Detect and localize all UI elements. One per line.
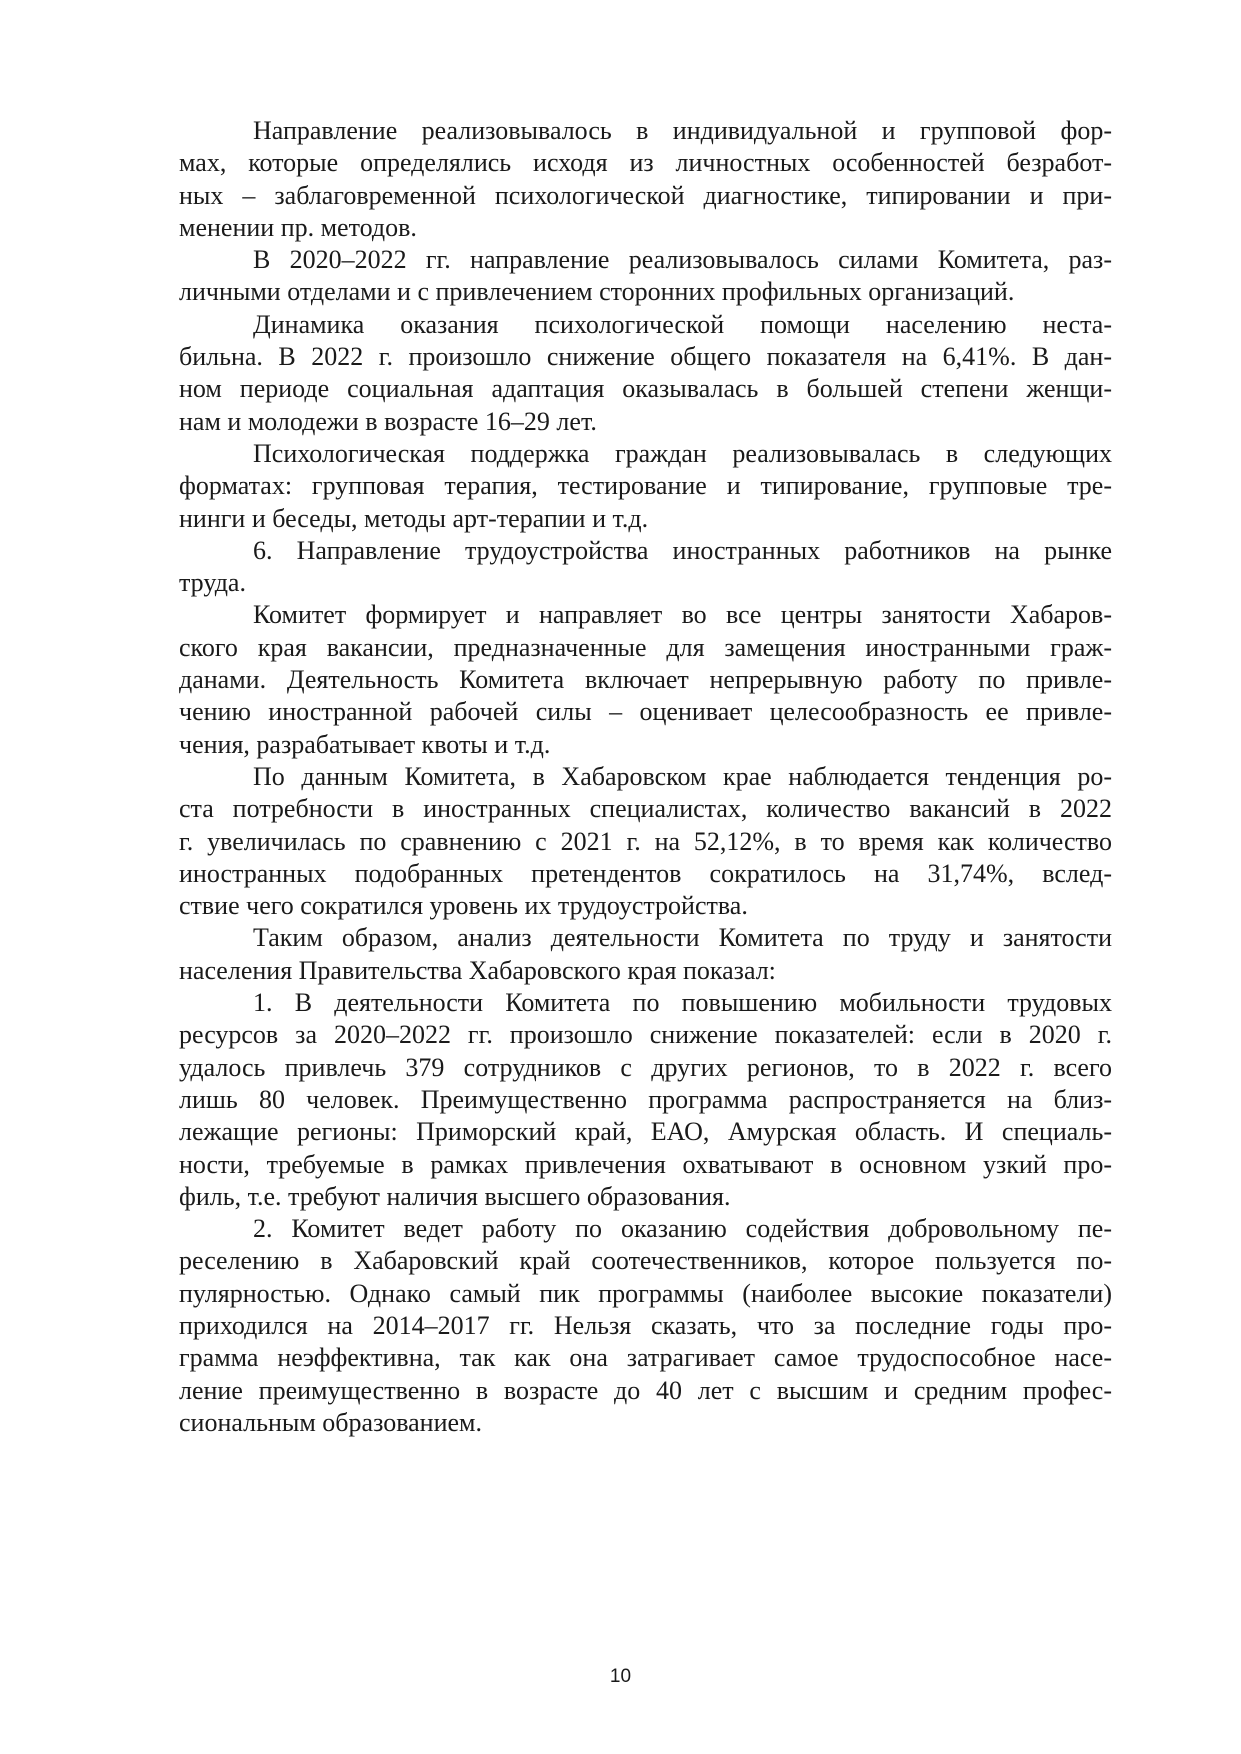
text-line: форматах: групповая терапия, тестирование и типирование, групповые тре- bbox=[179, 471, 1112, 501]
document-body bbox=[179, 115, 1112, 1439]
text-line: Динамика оказания психологической помощи населению неста- bbox=[253, 309, 1112, 339]
text-line: реселению в Хабаровский край соотечественников, которое пользуется по- bbox=[179, 1246, 1112, 1276]
text-line: г. увеличилась по сравнению с 2021 г. на 52,12%, в то время как количество bbox=[179, 826, 1112, 856]
text-line: Комитет формирует и направляет во все центры занятости Хабаров- bbox=[253, 600, 1112, 630]
text-line: нинги и беседы, методы арт-терапии и т.д. bbox=[179, 503, 649, 533]
paragraph bbox=[179, 922, 1112, 987]
text-line: ных – заблаговременной психологической диагностике, типировании и при- bbox=[179, 180, 1112, 210]
text-line: ского края вакансии, предназначенные для замещения иностранными граж- bbox=[179, 632, 1112, 662]
paragraph bbox=[179, 438, 1112, 535]
paragraph bbox=[179, 1213, 1112, 1439]
text-line: менении пр. методов. bbox=[179, 212, 417, 242]
text-line: удалось привлечь 379 сотрудников с других регионов, то в 2022 г. всего bbox=[179, 1052, 1112, 1082]
text-line: грамма неэффективна, так как она затрагивает самое трудоспособное насе- bbox=[179, 1343, 1112, 1373]
text-line: лежащие регионы: Приморский край, ЕАО, Амурская область. И специаль- bbox=[179, 1117, 1112, 1147]
text-line: ствие чего сократился уровень их трудоустройства. bbox=[179, 891, 748, 921]
paragraph bbox=[179, 599, 1112, 760]
text-line: ление преимущественно в возрасте до 40 лет с высшим и средним профес- bbox=[179, 1375, 1112, 1405]
text-line: чению иностранной рабочей силы – оценивает целесообразность ее привле- bbox=[179, 697, 1112, 727]
text-line: По данным Комитета, в Хабаровском крае наблюдается тенденция ро- bbox=[253, 761, 1112, 791]
text-line: 1. В деятельности Комитета по повышению мобильности трудовых bbox=[253, 988, 1112, 1018]
paragraph bbox=[179, 761, 1112, 922]
text-line: сиональным образованием. bbox=[179, 1407, 482, 1437]
text-line: Таким образом, анализ деятельности Комитета по труду и занятости bbox=[253, 923, 1112, 953]
text-line: нам и молодежи в возрасте 16–29 лет. bbox=[179, 406, 597, 436]
text-line: бильна. В 2022 г. произошло снижение общего показателя на 6,41%. В дан- bbox=[179, 342, 1112, 372]
paragraph bbox=[179, 115, 1112, 244]
text-line: чения, разрабатывает квоты и т.д. bbox=[179, 729, 551, 759]
text-line: филь, т.е. требуют наличия высшего образования. bbox=[179, 1181, 731, 1211]
paragraph bbox=[179, 309, 1112, 438]
text-line: пулярностью. Однако самый пик программы (наиболее высокие показатели) bbox=[179, 1278, 1112, 1308]
text-line: В 2020–2022 гг. направление реализовывалось силами Комитета, раз- bbox=[253, 245, 1112, 275]
text-line: Психологическая поддержка граждан реализовывалась в следующих bbox=[253, 438, 1112, 468]
text-line: иностранных подобранных претендентов сократилось на 31,74%, вслед- bbox=[179, 858, 1112, 888]
text-line: 6. Направление трудоустройства иностранных работников на рынке bbox=[253, 535, 1112, 565]
paragraph bbox=[179, 987, 1112, 1213]
page-number: 10 bbox=[609, 1666, 632, 1687]
text-line: приходился на 2014–2017 гг. Нельзя сказать, что за последние годы про- bbox=[179, 1310, 1112, 1340]
text-line: труда. bbox=[179, 568, 246, 598]
paragraph bbox=[179, 535, 1112, 600]
text-line: данами. Деятельность Комитета включает непрерывную работу по привле- bbox=[179, 665, 1112, 695]
text-line: ста потребности в иностранных специалистах, количество вакансий в 2022 bbox=[179, 794, 1112, 824]
text-line: личными отделами и с привлечением сторонних профильных организаций. bbox=[179, 277, 1015, 307]
text-line: ности, требуемые в рамках привлечения охватывают в основном узкий про- bbox=[179, 1149, 1112, 1179]
text-line: ресурсов за 2020–2022 гг. произошло снижение показателей: если в 2020 г. bbox=[179, 1020, 1112, 1050]
text-line: 2. Комитет ведет работу по оказанию содействия добровольному пе- bbox=[253, 1214, 1112, 1244]
text-line: населения Правительства Хабаровского края показал: bbox=[179, 955, 776, 985]
text-line: ном периоде социальная адаптация оказывалась в большей степени женщи- bbox=[179, 374, 1112, 404]
text-line: Направление реализовывалось в индивидуальной и групповой фор- bbox=[253, 116, 1112, 145]
text-line: лишь 80 человек. Преимущественно программа распространяется на близ- bbox=[179, 1084, 1112, 1114]
paragraph bbox=[179, 244, 1112, 309]
text-line: мах, которые определялись исходя из личностных особенностей безработ- bbox=[179, 148, 1112, 178]
